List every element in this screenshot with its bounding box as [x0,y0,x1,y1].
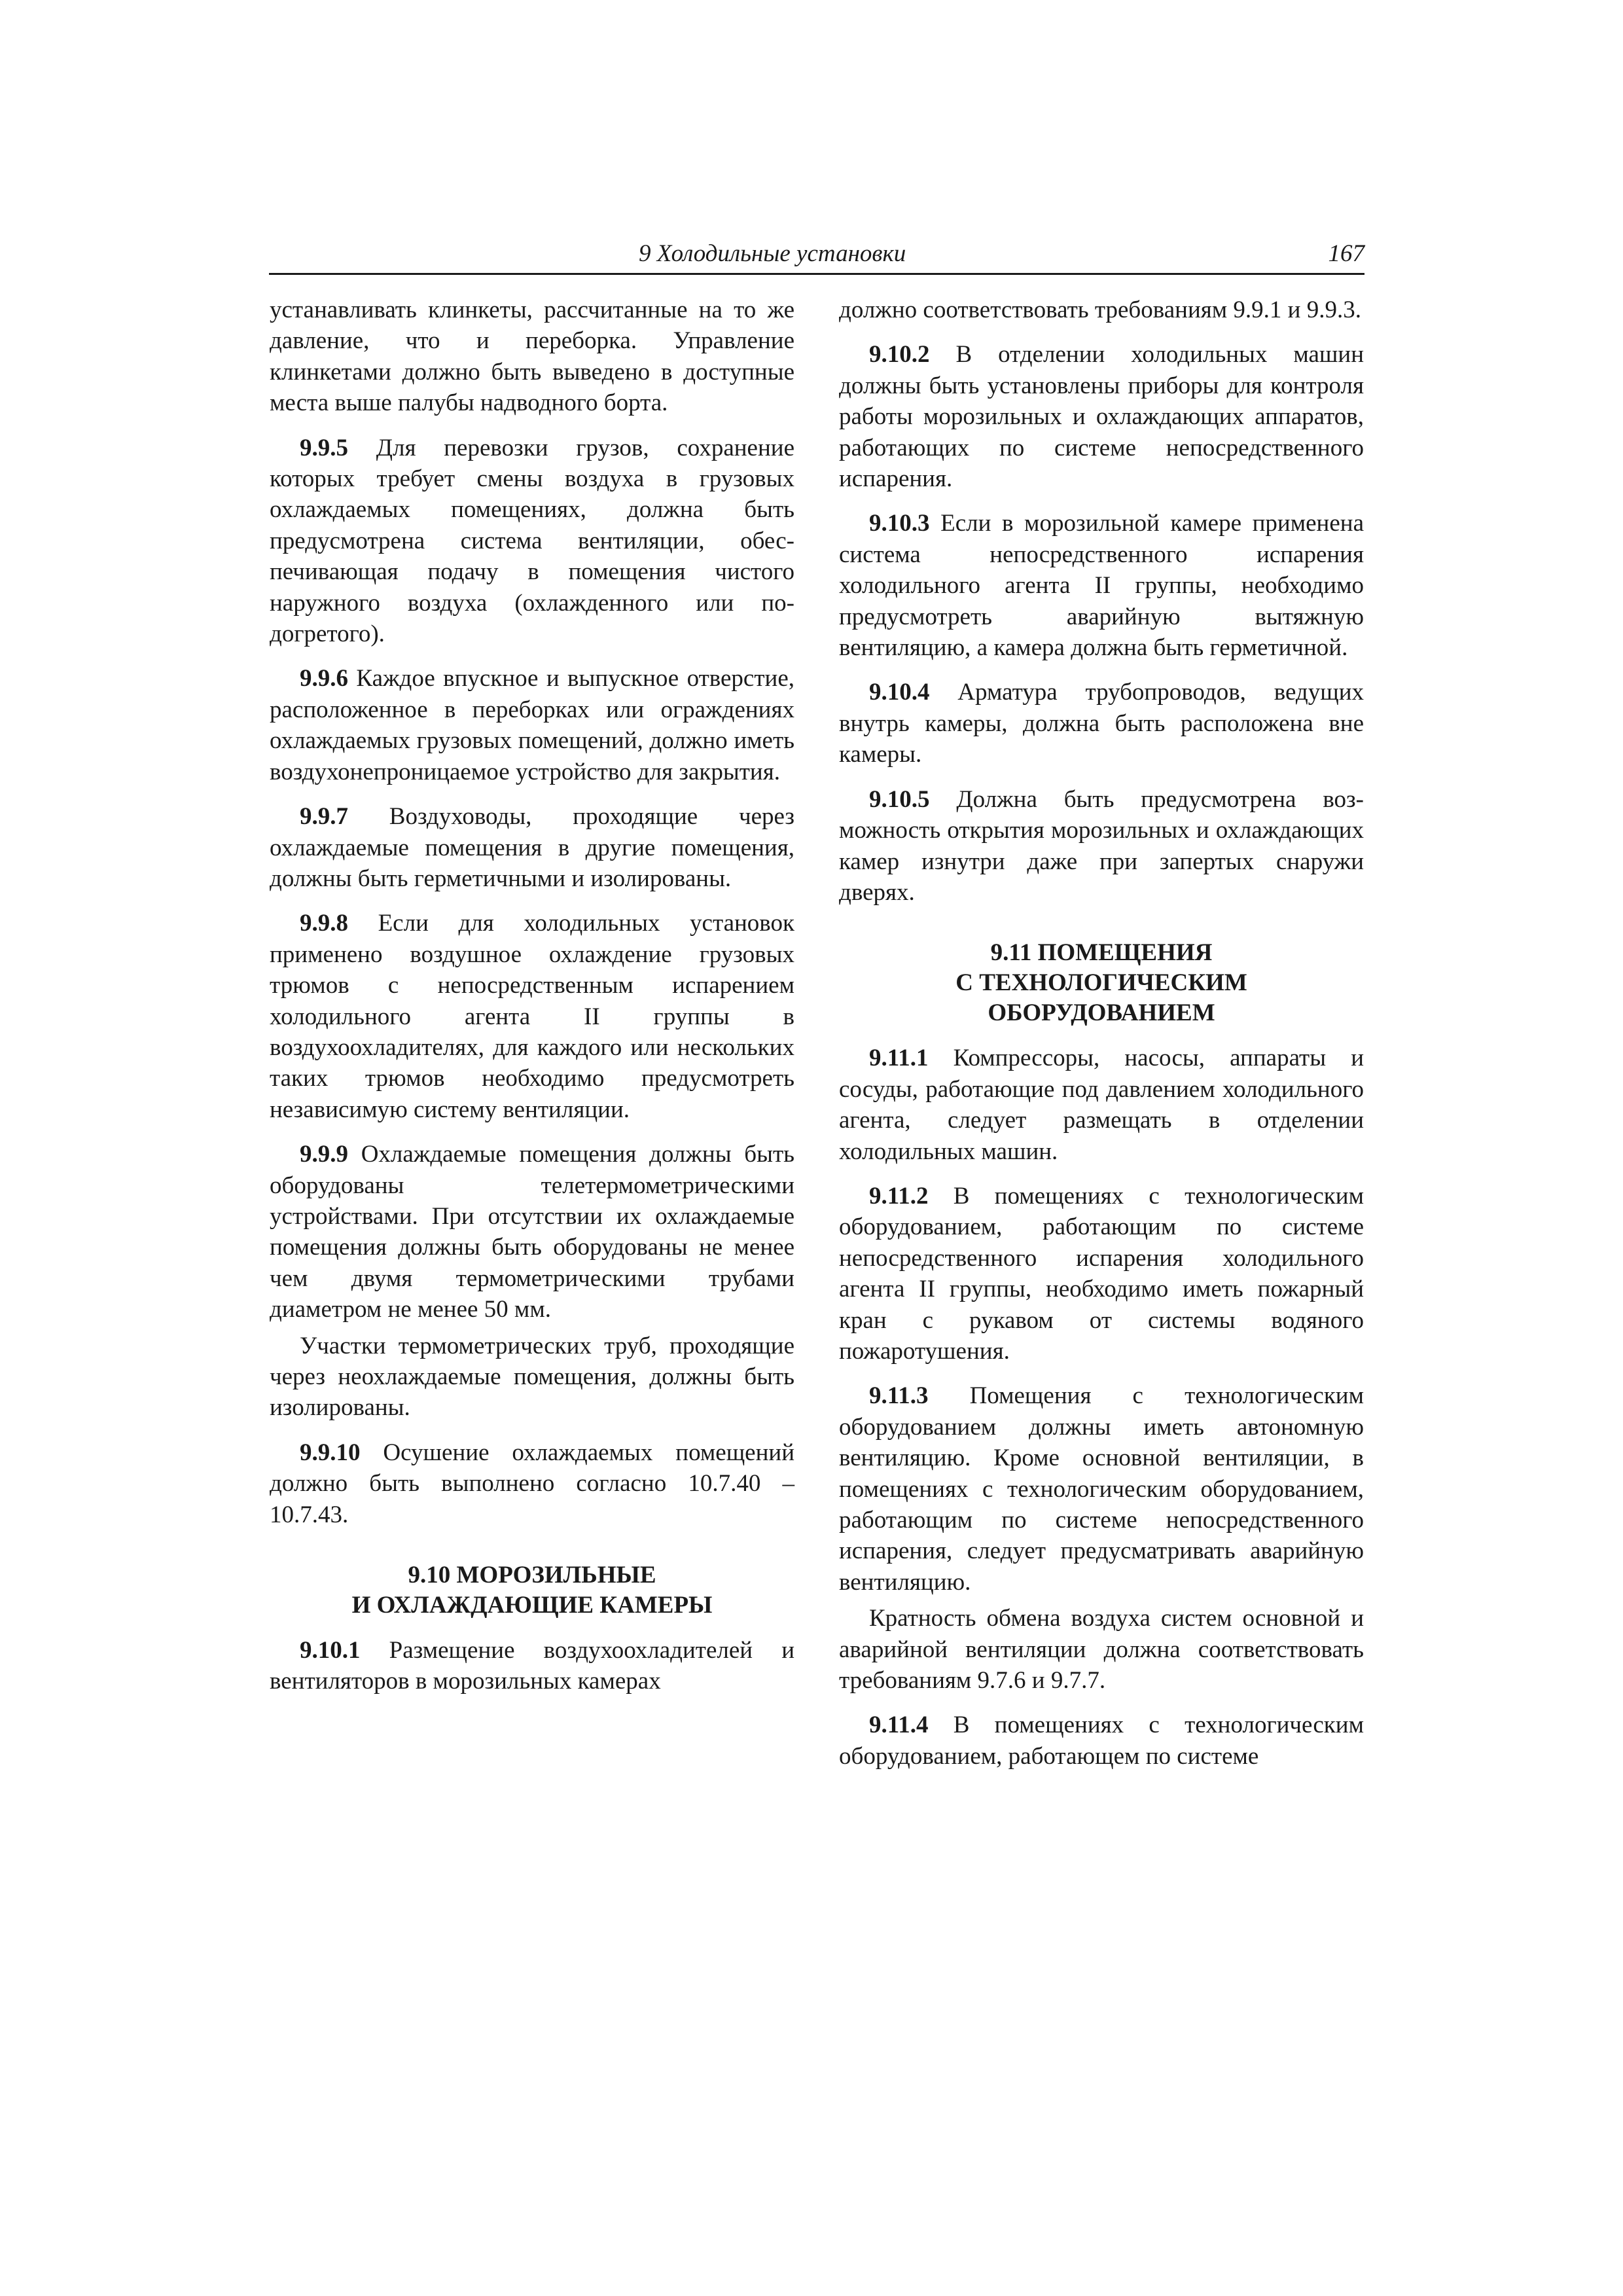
paragraph-9-11-3 [839,1380,1364,1598]
paragraph-9-9-8 [270,908,794,1125]
paragraph-number: 9.9.9 [300,1141,348,1168]
page-number: 167 [1328,240,1364,267]
paragraph-continuation: устанавливать клинкеты, рассчитанные на то же давление, что и переборка. Управление клинкетами должно быть выведено в доступные места выше палубы надводного борта. [270,296,794,417]
paragraph-9-11-3-continued: Кратность обмена воздуха систем основной и аварийной вентиляции должна соответствовать требованиям 9.7.6 и 9.7.7. [839,1605,1364,1695]
paragraph-number: 9.10.3 [869,510,930,537]
section-title-line: И ОХЛАЖДАЮЩИЕ КАМЕРЫ [351,1592,713,1619]
paragraph-9-10-1 [270,1635,794,1697]
paragraph-9-10-5 [839,784,1364,908]
paragraph-number: 9.10.5 [869,785,930,813]
paragraph-9-11-1 [839,1043,1364,1167]
paragraph-9-10-3 [839,508,1364,663]
paragraph-text: Компрессоры, насосы, аппараты и сосуды, работающие под давлением холодильного агента, следует размещать в отделении холодильных машин. [839,1045,1364,1165]
paragraph-9-9-10 [270,1437,794,1530]
paragraph-number: 9.9.7 [300,803,348,831]
paragraph-text: Охлаждаемые помещения должны быть оборудованы телетермометрическими устройствами. При отсутствии их охлаждаемые помещения должны быть оборудованы не менее чем двумя термометрическими трубами диаметром не менее 50 мм. [270,1141,794,1323]
paragraph-number: 9.11.1 [869,1045,929,1072]
paragraph-number: 9.10.2 [869,341,930,368]
paragraph-9-11-2 [839,1181,1364,1367]
page-header [269,239,1364,275]
section-title-line: 9.10 МОРОЗИЛЬНЫЕ [408,1562,656,1589]
paragraph-9-9-6 [270,663,794,787]
section-title-9-11 [839,938,1364,1028]
paragraph-number: 9.9.10 [300,1439,361,1466]
paragraph-text: Осушение охлаждаемых помещений должно быть выполнено согласно 10.7.40 – 10.7.43. [270,1439,795,1528]
paragraph-number: 9.9.6 [300,665,348,692]
section-title-line: С ТЕХНОЛОГИЧЕСКИМ [955,969,1247,997]
paragraph-text: Если для холодильных установок применено воздушное охлаждение грузовых трюмов с непосредственным испарением холодильного агента II группы в воздухоохладителях, для каждого или нескольких таких трюмов необходимо предусмотреть независимую систему вентиляции. [270,910,794,1123]
paragraph-text: Арматура трубопроводов, ведущих внутрь камеры, должна быть расположена вне камеры. [839,679,1364,768]
paragraph-9-10-4 [839,677,1364,770]
paragraph-number: 9.9.5 [300,434,348,461]
paragraph-9-9-9-continued: Участки термометрических труб, проходящие через неохлаждаемые помещения, должны быть изолированы. [270,1332,794,1422]
paragraph-9-10-2 [839,339,1364,494]
paragraph-9-11-4 [839,1710,1364,1772]
paragraph-continuation: должно соответствовать требованиям 9.9.1 и 9.9.3. [839,296,1361,323]
paragraph-text: В отделении холодильных машин должны быть установлены приборы для контроля работы морозильных и охлаждающих аппаратов, работающих по системе непосредственного испарения. [839,341,1364,493]
paragraph-number: 9.9.8 [300,910,348,937]
paragraph-number: 9.10.1 [300,1637,361,1664]
paragraph-text: Должна быть предусмотрена возможность открытия морозильных и охлаждающих камер изнутри даже при запертых снаружи дверях. [839,785,1364,906]
paragraph-9-9-9 [270,1139,794,1325]
paragraph-text: Воздуховоды, проходящие через охлаждаемые помещения в другие помещения, должны быть герметичными и изолированы. [270,803,794,892]
paragraph-number: 9.10.4 [869,679,930,706]
left-column [270,295,794,1711]
section-title-9-10 [270,1560,794,1621]
paragraph-text: Помещения с технологическим оборудованием должны иметь автономную вентиляцию. Кроме основной вентиляции, в помещениях с технологическим оборудованием, работающим по системе непосредственного испарения, следует предусматривать аварийную вентиляцию. [839,1382,1364,1596]
paragraph-9-9-5 [270,433,794,650]
running-head: 9 Холодильные установки [639,240,906,267]
paragraph-text: Каждое впускное и выпускное отверстие, расположенное в переборках или ограждениях охлаждаемых грузовых помещений, должно иметь воздухонепроницаемое устройство для закрытия. [270,665,794,785]
paragraph-text: Если в морозильной камере применена система непосредственного испарения холодильного агента II группы, необходимо предусмотреть аварийную вытяжную вентиляцию, а камера должна быть герметичной. [839,510,1364,662]
paragraph-text: Для перевозки грузов, сохранение которых требует смены воздуха в грузовых охлаждаемых помещениях, должна быть предусмотрена система вентиляции, обеспечивающая подачу в помещения чистого наружного воздуха (охлажденного или подогретого). [270,434,794,648]
paragraph-text: В помещениях с технологическим оборудованием, работающем по системе [839,1712,1364,1770]
paragraph-number: 9.11.3 [869,1382,929,1410]
paragraph-9-9-7 [270,801,794,894]
section-title-line: 9.11 ПОМЕЩЕНИЯ [990,939,1213,967]
paragraph-number: 9.11.2 [869,1182,929,1210]
right-column [839,295,1364,1785]
paragraph-text: В помещениях с технологическим оборудованием, работающим по системе непосредственного испарения холодильного агента II группы, необходимо иметь пожарный кран с рукавом от системы водяного пожаротушения. [839,1182,1364,1365]
paragraph-number: 9.11.4 [869,1712,929,1739]
section-title-line: ОБОРУДОВАНИЕМ [988,999,1215,1027]
paragraph-text: Размещение воздухоохладителей и вентиляторов в морозильных камерах [270,1637,794,1695]
